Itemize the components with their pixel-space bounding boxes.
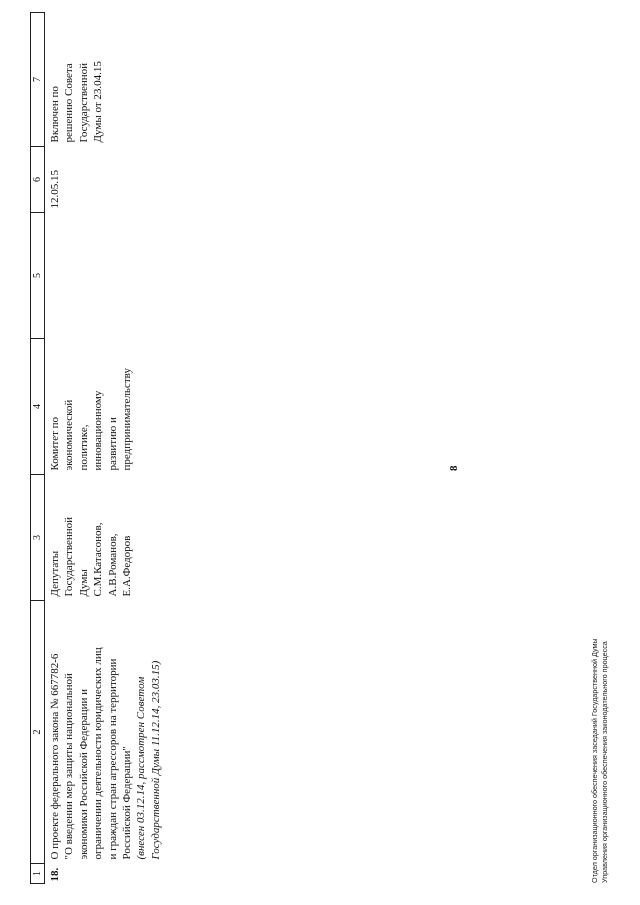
footer-line-2: Управления организационного обеспечения законодательного процесса	[600, 641, 609, 883]
column-number-1: 1	[31, 864, 45, 884]
column-number-4: 4	[31, 339, 45, 475]
status-cell	[45, 13, 164, 147]
bill-description: "О введении мер защиты национальной экономики Российской Федерации и ограничении деятельности юридических лиц и граждан стран агрессоров на территории Российской Федерации"	[63, 647, 134, 860]
bill-title: О проекте федерального закона № 667782-6	[49, 653, 61, 860]
committee-cell	[45, 339, 164, 475]
col5-cell	[45, 213, 164, 339]
column-number-2: 2	[31, 601, 45, 864]
footer	[590, 638, 610, 883]
column-number-7: 7	[31, 13, 45, 147]
row-number: 18.	[49, 867, 61, 882]
authors-cell	[45, 475, 164, 601]
bill-note: (внесен 03.12.14, рассмотрен Советом Государственной Думы 11.12.14, 23.03.15)	[135, 660, 162, 860]
status-text: Включен по решению Совета Государственной Думы от 23.04.15	[49, 61, 105, 143]
bills-table	[30, 12, 163, 884]
bill-cell	[45, 601, 164, 864]
column-number-row	[31, 13, 45, 884]
authors-text: Депутаты Государственной Думы С.М.Катасонов, А.В.Романов, Е.А.Федоров	[49, 516, 134, 597]
column-number-3: 3	[31, 475, 45, 601]
column-number-5: 5	[31, 213, 45, 339]
page-number: 8	[448, 465, 460, 471]
committee-text: Комитет по экономической политике, инновационному развитию и предпринимательству	[49, 368, 134, 471]
date-cell: 12.05.15	[49, 170, 61, 209]
footer-line-1: Отдел организационного обеспечения заседаний Государственной Думы	[590, 638, 599, 883]
table-row	[45, 13, 164, 884]
column-number-6: 6	[31, 147, 45, 213]
